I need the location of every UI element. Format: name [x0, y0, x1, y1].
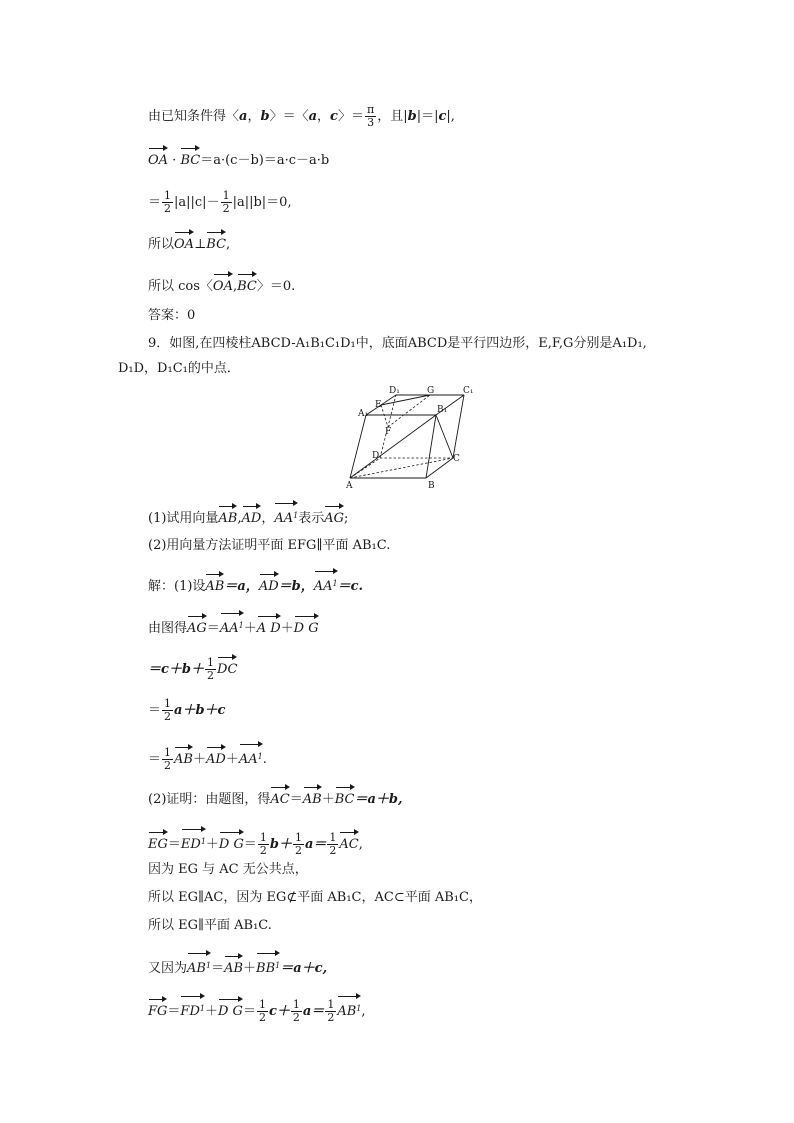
aa1-text: AA — [219, 621, 239, 636]
solution-step-abc — [148, 698, 225, 723]
plus: ＋ — [243, 621, 257, 636]
expr: a＋b＋c — [174, 703, 226, 718]
edge-ab1 — [350, 415, 436, 478]
den: 2 — [292, 1011, 300, 1024]
pi-over-three — [365, 104, 376, 129]
eq-b: ＝b， — [278, 579, 314, 594]
half-line — [148, 190, 292, 215]
aa1-text: AA — [238, 752, 258, 767]
aa1-text: AA — [274, 511, 294, 526]
comma: , — [361, 1004, 366, 1019]
vector-ag: AG — [324, 503, 344, 529]
vector-bc: BC — [180, 145, 200, 171]
vector-bc: BC — [237, 271, 257, 297]
term-a: a＝ — [304, 837, 327, 852]
proof-ac: (2)证明：由题图，得AC＝AB＋BC＝a＋b, — [148, 784, 403, 810]
vector-oa: OA — [148, 145, 168, 171]
vector-ag: AG — [187, 613, 207, 639]
vector-ab: AB — [224, 953, 243, 979]
semicolon: ; — [344, 511, 349, 526]
angle-close: 〉＝ — [337, 109, 364, 124]
vector-bc: BC — [206, 229, 226, 255]
intro-line — [148, 104, 455, 129]
num: 1 — [259, 831, 267, 844]
intro-tail: ，且| — [377, 109, 408, 124]
hidden-edge-ef — [381, 405, 388, 427]
label-e: E — [375, 400, 382, 410]
aa1-text: AA — [313, 579, 333, 594]
term-2: |a||b|＝0, — [232, 195, 292, 210]
vector-d1g: D G — [219, 829, 244, 855]
num: 1 — [164, 746, 172, 759]
comma: ， — [317, 109, 331, 124]
eq-sign: ＝ — [148, 703, 162, 718]
proof-eg: $EG=ED^1+D$ G＝ $\frac{1}{2}$ b＋ $\frac{1}{2}$ a＝ $\frac{1}{2}$ AC, — [148, 826, 363, 857]
solution-ag — [148, 610, 319, 639]
vector-ab1: $AB^1$ — [187, 950, 211, 979]
proof-line-4: 所以 EG∥AC，因为 EG⊄平面 AB₁C，AC⊂平面 AB₁C， — [148, 890, 482, 905]
angle-eq: 〉＝〈 — [269, 109, 309, 124]
vector-ed1: $ED^1$ — [181, 826, 206, 855]
vector-fg: FG — [148, 996, 167, 1022]
cos-end: 〉＝0. — [256, 279, 296, 294]
fraction-half — [221, 190, 232, 215]
fraction-half — [325, 999, 336, 1024]
question-9-line2: D₁D，D₁C₁的中点． — [118, 361, 240, 376]
fraction-half — [293, 832, 304, 857]
proof-line-5: 所以 EG∥平面 AB₁C. — [148, 918, 272, 933]
num: 1 — [222, 189, 230, 202]
fraction-half — [162, 747, 173, 772]
vector-ab: AB — [218, 503, 237, 529]
vector-a1d1: A D — [257, 613, 281, 639]
den: 2 — [294, 844, 302, 857]
fraction-half — [205, 657, 216, 682]
vector-ab: AB — [303, 784, 322, 810]
also-because: 又因为 — [148, 961, 188, 976]
fraction-half — [162, 190, 173, 215]
var-c: c — [330, 109, 338, 124]
term-1: |a||c|－ — [174, 195, 220, 210]
label-f: F — [385, 427, 392, 437]
plus: ＋ — [225, 752, 239, 767]
num: 1 — [329, 831, 337, 844]
part-2: (2)用向量方法证明平面 EFG∥平面 AB₁C. — [148, 538, 391, 553]
represent: 表示 — [298, 511, 325, 526]
vector-d1g: D G — [218, 996, 243, 1022]
solution-final — [148, 741, 267, 772]
label-a: A — [346, 481, 353, 491]
question-9-line1: 9．如图,在四棱柱ABCD-A₁B₁C₁D₁中，底面ABCD是平行四边形，E,F,G分别是A₁D₁, — [148, 336, 647, 351]
var-b: b — [407, 109, 417, 124]
vector-ab: AB — [205, 571, 224, 597]
label-b: B — [428, 481, 435, 491]
ab1-text: AB — [187, 961, 206, 976]
term-c: c＋ — [268, 1004, 290, 1019]
solution-step-c-b — [148, 654, 237, 682]
label-b1: B₁ — [437, 405, 448, 415]
den: 2 — [327, 1011, 335, 1024]
vector-ac: AC — [270, 784, 289, 810]
intro-text: 由已知条件得〈 — [148, 109, 240, 124]
three: 3 — [367, 116, 375, 129]
num: 1 — [292, 998, 300, 1011]
eq-sign: ＝ — [148, 195, 162, 210]
comma: , — [358, 837, 363, 852]
vector-aa1: $AA^1$ — [239, 741, 263, 770]
proof-ab1: 又因为$AB^1=AB+BB^1=a+c$, — [148, 950, 327, 979]
bb1-text: BB — [256, 961, 276, 976]
proof-prefix: (2)证明：由题图，得 — [148, 792, 271, 807]
end: , — [226, 237, 231, 252]
vector-ad: AD — [259, 571, 279, 597]
solution-set — [148, 568, 363, 597]
abs-eq: |＝| — [416, 109, 439, 124]
vector-eg: EG — [148, 829, 168, 855]
vector-fd1: $FD^1$ — [180, 993, 205, 1022]
vector-bb1: $BB^1$ — [256, 950, 280, 979]
num: 1 — [327, 998, 335, 1011]
num: 1 — [258, 998, 266, 1011]
term-a: a＝ — [302, 1004, 325, 1019]
comma: ， — [247, 109, 261, 124]
ab1-text: AB — [337, 1004, 357, 1019]
expr: ＝c＋b＋ — [148, 662, 205, 677]
edge-cc1 — [453, 395, 464, 458]
eq-c: ＝c. — [337, 579, 364, 594]
eq-a: ＝a， — [224, 579, 259, 594]
cos-prefix: 所以 cos〈 — [148, 279, 213, 294]
den: 2 — [164, 710, 172, 723]
expansion: ＝a·(c－b)＝a·c－a·b — [200, 153, 330, 168]
den: 2 — [258, 1011, 266, 1024]
fraction-half — [162, 698, 173, 723]
vector-ad: AD — [242, 503, 262, 529]
eq-sign: ＝ — [148, 752, 162, 767]
num: 1 — [164, 697, 172, 710]
num: 1 — [294, 831, 302, 844]
intro-end: |, — [446, 109, 455, 124]
edge-bb1 — [426, 415, 436, 478]
perp-symbol: ⊥ — [194, 237, 207, 252]
label-c1: C₁ — [463, 386, 474, 396]
vector-dc: DC — [217, 654, 237, 680]
den: 2 — [329, 844, 337, 857]
cos-line: 所以 cos〈OA,BC〉＝0. — [148, 271, 295, 297]
vector-aa1: $AA^1$ — [314, 568, 338, 597]
label-d1: D₁ — [389, 386, 400, 396]
fd1-text: FD — [180, 1004, 200, 1019]
den: 2 — [222, 202, 230, 215]
dot-product-line: OA · BC＝a·(c－b)＝a·c－a·b — [148, 145, 329, 171]
vector-aa1: $AA^1$ — [220, 610, 244, 639]
vector-ac: AC — [339, 829, 358, 855]
var-c: c — [438, 109, 447, 124]
num: 1 — [164, 189, 172, 202]
proof-fg: $FG=FD^1+D$ G＝ $\frac{1}{2}$ c＋ $\frac{1}{2}$ a＝ $\frac{1}{2}$ $AB^1$, — [148, 993, 366, 1024]
den: 2 — [259, 844, 267, 857]
eq-sign: ＝ — [206, 621, 220, 636]
var-a: a — [308, 109, 318, 124]
vector-bc: BC — [335, 784, 355, 810]
vector-oa: OA — [213, 271, 233, 297]
part-1: (1)试用向量AB,AD，$AA^1$表示AG; — [148, 500, 348, 529]
vector-aa1: $AA^1$ — [274, 500, 298, 529]
label-a1: A₁ — [358, 409, 369, 419]
period: . — [262, 752, 267, 767]
perp-line — [148, 229, 230, 255]
vector-d1g: D G — [294, 613, 319, 639]
num: 1 — [207, 656, 215, 669]
vector-ab: AB — [174, 744, 193, 770]
den: 2 — [164, 202, 172, 215]
fraction-half — [327, 832, 338, 857]
plus: ＋ — [280, 621, 294, 636]
vector-oa: OA — [174, 229, 194, 255]
label-d: D — [372, 451, 380, 461]
prism-figure — [340, 382, 474, 491]
edge-b1c — [436, 415, 453, 458]
sol-prefix: 解：(1)设 — [148, 579, 206, 594]
therefore: 所以 — [148, 237, 175, 252]
fraction-half — [257, 999, 268, 1024]
hidden-edge-fg — [388, 395, 430, 427]
fraction-half — [258, 832, 269, 857]
part-1-text: (1)试用向量 — [148, 511, 219, 526]
plus: ＋ — [192, 752, 206, 767]
fraction-half — [291, 999, 302, 1024]
term-b: b＋ — [269, 837, 292, 852]
label-c: C — [453, 454, 460, 464]
den: 2 — [207, 669, 215, 682]
expr: ＝a＋c, — [280, 961, 328, 976]
from-figure: 由图得 — [148, 621, 188, 636]
expr: ＝a＋b, — [354, 792, 403, 807]
answer: 答案：0 — [148, 308, 196, 323]
pi: π — [366, 103, 375, 116]
label-g: G — [427, 386, 435, 396]
var-b: b — [260, 109, 270, 124]
var-a: a — [239, 109, 248, 124]
ed1-text: ED — [180, 837, 201, 852]
vector-ad: AD — [206, 744, 226, 770]
proof-line-3: 因为 EG 与 AC 无公共点， — [148, 862, 308, 877]
den: 2 — [164, 759, 172, 772]
vector-ab1: $AB^1$ — [337, 993, 361, 1022]
